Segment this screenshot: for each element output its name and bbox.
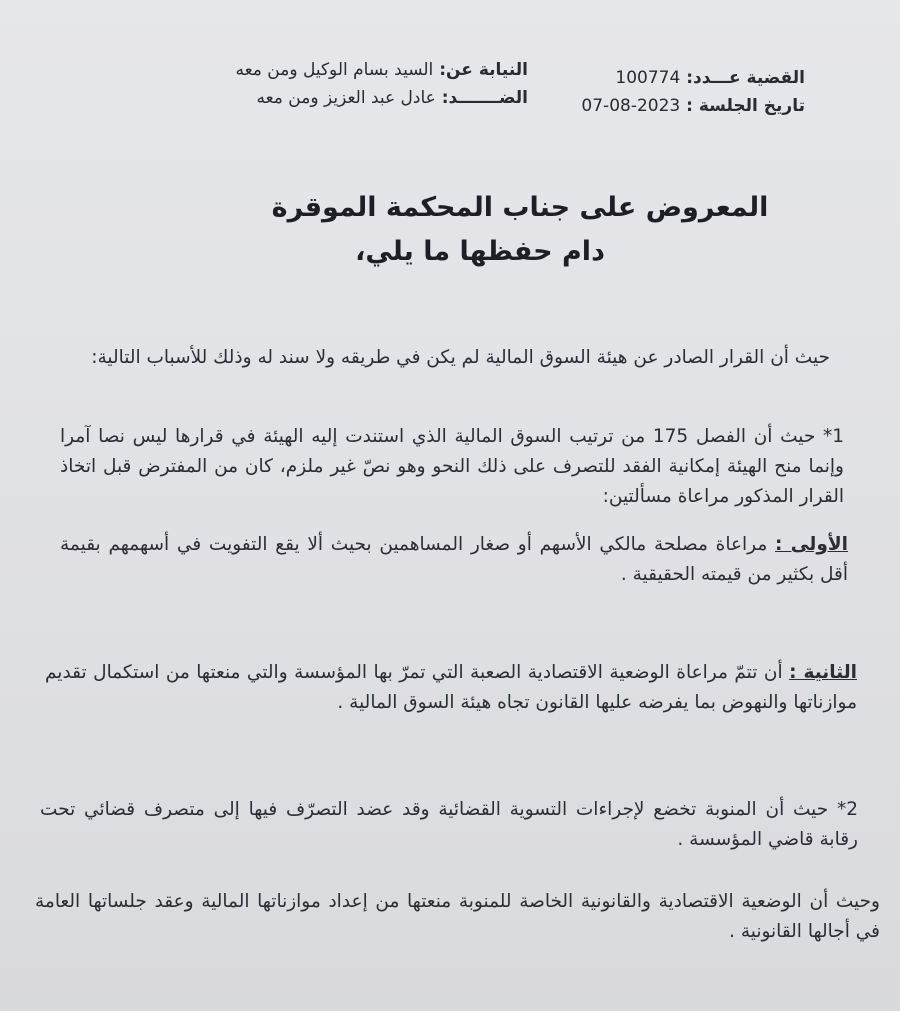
session-date: 2023-08-07 — [581, 96, 681, 116]
session-label: تاريخ الجلسة : — [686, 96, 805, 116]
document-subtitle: دام حفظها ما يلي، — [355, 236, 605, 267]
point-3-paragraph: وحيث أن الوضعية الاقتصادية والقانونية الخاصة للمنوبة منعتها من إعداد موازناتها المالية وعقد جلساتها العامة في أجالها القانونية . — [35, 891, 880, 942]
representation-label: النيابة عن: — [439, 60, 528, 80]
second-text: أن تتمّ مراعاة الوضعية الاقتصادية الصعبة التي تمرّ بها المؤسسة والتي منعتها من استكمال تقديم موازناتها والنهوض بما يفرضه عليها القانون تجاه هيئة السوق المالية . — [45, 662, 857, 713]
intro-paragraph: حيث أن القرار الصادر عن هيئة السوق المالية لم يكن في طريقه ولا سند له وذلك للأسباب التالية: — [91, 347, 830, 368]
against-label: الضـــــــد: — [441, 88, 528, 108]
against-value: عادل عبد العزيز ومن معه — [256, 88, 436, 108]
first-text: مراعاة مصلحة مالكي الأسهم أو صغار المساهمين بحيث ألا يقع التفويت في أسهمهم بقيمة أقل بكثير من قيمته الحقيقية . — [60, 534, 848, 585]
against-line — [256, 88, 528, 108]
case-number-line — [615, 68, 805, 88]
session-date-line — [581, 96, 805, 116]
second-label: الثانية : — [789, 662, 858, 683]
case-number: 100774 — [615, 68, 681, 88]
first-consideration — [60, 530, 848, 590]
case-label: القضية عـــدد: — [686, 68, 805, 88]
representation-value: السيد بسام الوكيل ومن معه — [235, 60, 434, 80]
first-label: الأولى : — [775, 534, 848, 555]
point-2-paragraph: 2* حيث أن المنوبة تخضع لإجراءات التسوية القضائية وقد عضد التصرّف فيها إلى متصرف قضائي تحت رقابة قاضي المؤسسة . — [40, 799, 858, 850]
representation-line — [235, 60, 528, 80]
point-1-paragraph: 1* حيث أن الفصل 175 من ترتيب السوق المالية الذي استندت إليه الهيئة في قرارها ليس نصا آمرا وإنما منح الهيئة إمكانية الفقد للتصرف على ذلك النحو وهو نصّ غير ملزم، كان من المفترض قبل اتخاذ القرار المذكور مراعاة مسألتين: — [60, 426, 844, 507]
document-title: المعروض على جناب المحكمة الموقرة — [271, 192, 769, 223]
second-consideration — [45, 658, 857, 718]
